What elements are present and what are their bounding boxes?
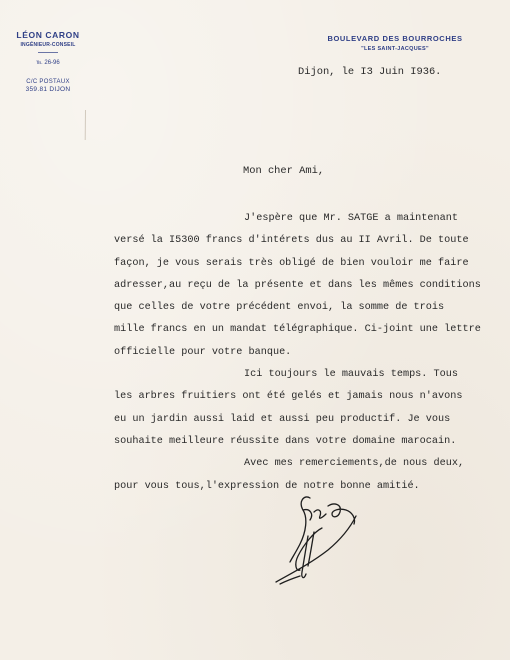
letterhead-divider <box>38 52 58 53</box>
letterhead-phone <box>6 59 90 66</box>
body-line: mille francs en un mandat télégraphique. Ci-joint une lettre <box>114 324 481 336</box>
handwritten-signature <box>270 488 365 593</box>
body-line: pour vous tous,l'expression de notre bonne amitié. <box>114 480 420 492</box>
letterhead-address <box>290 34 500 52</box>
letterhead-quarter: "LES SAINT-JACQUES" <box>361 46 429 52</box>
body-line: les arbres fruitiers ont été gelés et jamais nous n'avons <box>114 391 463 403</box>
letterhead-street: BOULEVARD DES BOURROCHES <box>327 34 463 43</box>
letterhead-phone-number: 26-96 <box>44 60 60 66</box>
body-line: que celles de votre précédent envoi, la somme de trois <box>114 302 445 314</box>
body-line: façon, je vous serais très obligé de bien vouloir me faire <box>114 257 469 269</box>
letterhead-name: LÉON CARON <box>16 30 80 40</box>
letterhead-postal-account: 359.81 DIJON <box>25 86 71 93</box>
body-line: Ici toujours le mauvais temps. Tous <box>244 369 458 381</box>
letter-salutation: Mon cher Ami, <box>243 165 325 177</box>
body-line: Avec mes remerciements,de nous deux, <box>244 458 465 470</box>
letterhead-postal-label: C/C POSTAUX <box>26 79 70 85</box>
telephone-icon: ℡ <box>36 60 43 66</box>
letterhead-left <box>6 30 90 94</box>
paper-crease-mark <box>84 110 87 140</box>
body-line: eu un jardin aussi laid et aussi peu productif. Je vous <box>114 413 451 425</box>
letterhead-postal <box>6 78 90 94</box>
letterhead-title: INGÉNIEUR-CONSEIL <box>20 42 76 48</box>
letter-date: Dijon, le I3 Juin I936. <box>298 66 442 78</box>
body-line: officielle pour votre banque. <box>114 346 292 358</box>
letter-body <box>114 208 504 498</box>
body-line: adresser,au reçu de la présente et dans les mêmes conditions <box>114 279 481 291</box>
body-line: versé la I5300 francs d'intérets dus au II Avril. De toute <box>114 235 469 247</box>
body-line: J'espère que Mr. SATGE a maintenant <box>244 213 458 224</box>
body-line: souhaite meilleure réussite dans votre domaine marocain. <box>114 435 457 447</box>
